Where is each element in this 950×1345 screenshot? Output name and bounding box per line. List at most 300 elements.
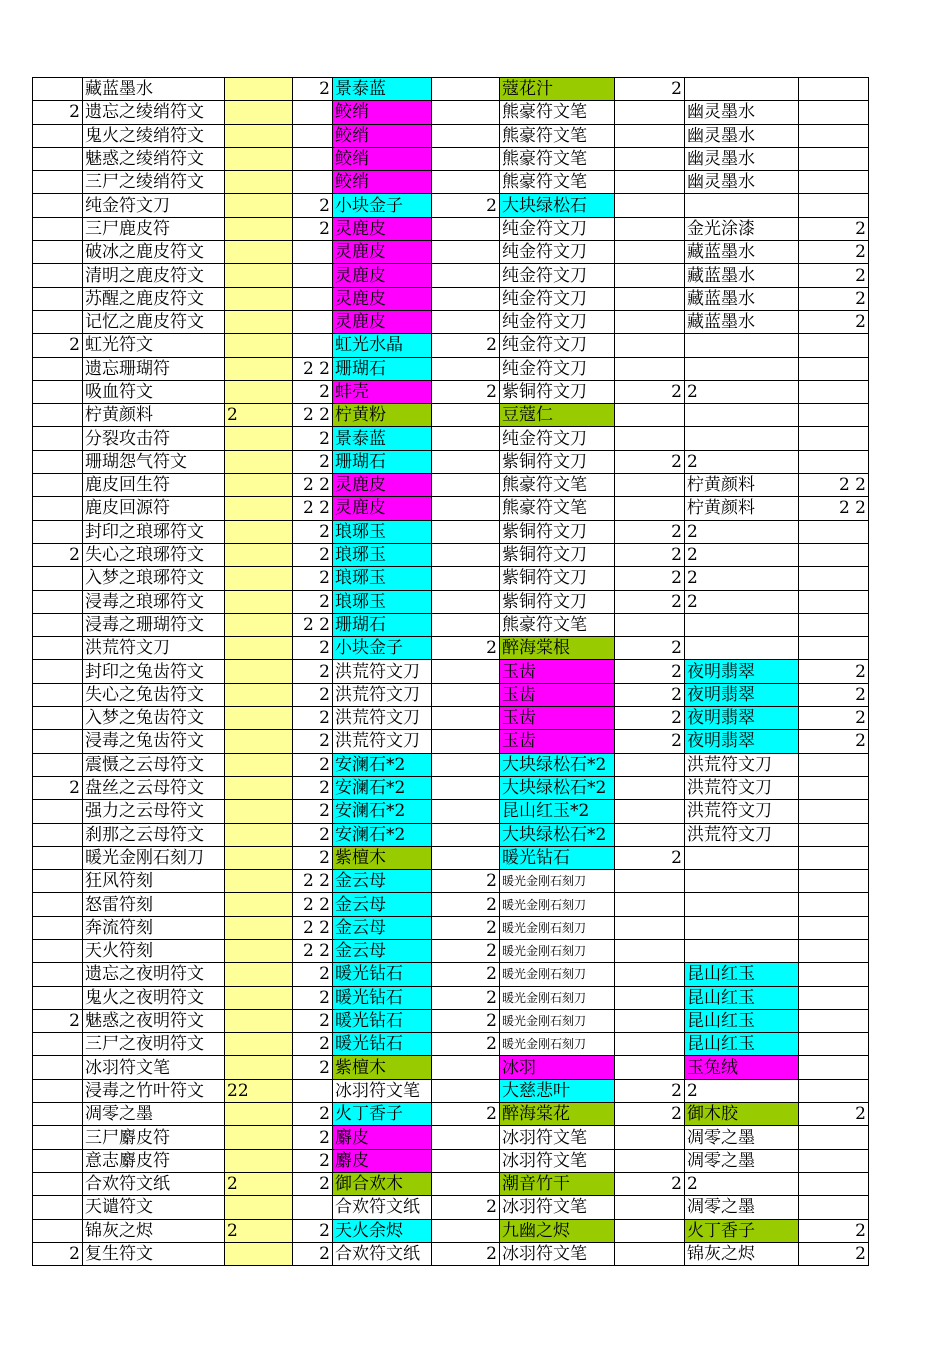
table-cell[interactable]: 2 (685, 590, 799, 613)
table-cell[interactable]: 昆山红玉 (685, 1033, 799, 1056)
table-cell[interactable]: 洪荒符文刀 (685, 753, 799, 776)
table-cell[interactable]: 大块绿松石 (500, 194, 615, 217)
table-cell[interactable] (432, 497, 500, 520)
table-cell[interactable] (293, 310, 333, 333)
table-cell[interactable]: 2 (225, 1172, 293, 1195)
table-cell[interactable] (685, 613, 799, 636)
table-cell[interactable]: 幽灵墨水 (685, 101, 799, 124)
table-cell[interactable] (432, 683, 500, 706)
table-cell[interactable] (799, 78, 869, 101)
table-cell[interactable]: 鬼火之夜明符文 (83, 986, 225, 1009)
table-cell[interactable] (799, 147, 869, 170)
table-cell[interactable]: 入梦之琅琊符文 (83, 567, 225, 590)
table-cell[interactable]: 景泰蓝 (333, 78, 432, 101)
table-cell[interactable]: 2 2 (293, 916, 333, 939)
table-cell[interactable]: 2 (615, 1172, 685, 1195)
table-cell[interactable]: 意志麝皮符 (83, 1149, 225, 1172)
table-cell[interactable] (33, 1033, 83, 1056)
table-cell[interactable]: 凋零之墨 (83, 1103, 225, 1126)
table-cell[interactable]: 洪荒符文刀 (333, 660, 432, 683)
table-cell[interactable]: 紫檀木 (333, 1056, 432, 1079)
table-cell[interactable]: 2 (615, 637, 685, 660)
table-cell[interactable] (615, 147, 685, 170)
table-cell[interactable]: 吸血符文 (83, 380, 225, 403)
table-cell[interactable]: 2 (293, 1126, 333, 1149)
table-cell[interactable] (225, 753, 293, 776)
table-cell[interactable]: 暖光金刚石刻刀 (500, 986, 615, 1009)
table-cell[interactable] (293, 334, 333, 357)
table-cell[interactable]: 九幽之烬 (500, 1219, 615, 1242)
table-cell[interactable] (225, 1033, 293, 1056)
table-cell[interactable]: 震慑之云母符文 (83, 753, 225, 776)
table-cell[interactable]: 2 (615, 590, 685, 613)
table-cell[interactable]: 熊豪符文笔 (500, 497, 615, 520)
table-cell[interactable]: 2 (293, 78, 333, 101)
table-cell[interactable]: 2 (615, 1079, 685, 1102)
table-cell[interactable]: 紫铜符文刀 (500, 380, 615, 403)
table-cell[interactable]: 2 (33, 1009, 83, 1032)
table-cell[interactable]: 鲛绡 (333, 101, 432, 124)
table-cell[interactable]: 幽灵墨水 (685, 124, 799, 147)
table-cell[interactable]: 2 (293, 707, 333, 730)
table-cell[interactable] (799, 916, 869, 939)
table-cell[interactable]: 2 (432, 1033, 500, 1056)
table-cell[interactable] (432, 1172, 500, 1195)
table-cell[interactable]: 2 2 (293, 497, 333, 520)
table-cell[interactable] (33, 450, 83, 473)
table-cell[interactable] (225, 1103, 293, 1126)
table-cell[interactable] (799, 753, 869, 776)
table-cell[interactable]: 纯金符文刀 (500, 427, 615, 450)
table-cell[interactable] (615, 357, 685, 380)
table-cell[interactable]: 纯金符文刀 (500, 264, 615, 287)
table-cell[interactable]: 洪荒符文刀 (333, 730, 432, 753)
table-cell[interactable]: 藏蓝墨水 (685, 287, 799, 310)
table-cell[interactable]: 纯金符文刀 (83, 194, 225, 217)
table-cell[interactable]: 三尸鹿皮符 (83, 217, 225, 240)
table-cell[interactable]: 珊瑚石 (333, 450, 432, 473)
table-cell[interactable]: 暖光金刚石刻刀 (500, 893, 615, 916)
table-cell[interactable]: 紫铜符文刀 (500, 450, 615, 473)
table-cell[interactable] (799, 939, 869, 962)
table-cell[interactable] (225, 78, 293, 101)
table-cell[interactable]: 2 (615, 1103, 685, 1126)
table-cell[interactable]: 鹿皮回源符 (83, 497, 225, 520)
table-cell[interactable]: 2 (685, 1172, 799, 1195)
table-cell[interactable] (225, 613, 293, 636)
table-cell[interactable] (33, 939, 83, 962)
table-cell[interactable]: 藏蓝墨水 (685, 241, 799, 264)
table-cell[interactable] (432, 1126, 500, 1149)
table-cell[interactable]: 2 (615, 520, 685, 543)
table-cell[interactable] (432, 287, 500, 310)
table-cell[interactable]: 夜明翡翠 (685, 707, 799, 730)
table-cell[interactable] (33, 893, 83, 916)
table-cell[interactable]: 玉齿 (500, 660, 615, 683)
table-cell[interactable] (33, 823, 83, 846)
table-cell[interactable]: 2 (799, 310, 869, 333)
table-cell[interactable] (225, 217, 293, 240)
table-cell[interactable] (685, 916, 799, 939)
table-cell[interactable]: 暖光金刚石刻刀 (500, 963, 615, 986)
table-cell[interactable]: 纯金符文刀 (500, 287, 615, 310)
table-cell[interactable] (799, 776, 869, 799)
table-cell[interactable]: 麝皮 (333, 1149, 432, 1172)
table-cell[interactable] (615, 753, 685, 776)
table-cell[interactable] (33, 474, 83, 497)
table-cell[interactable]: 景泰蓝 (333, 427, 432, 450)
table-cell[interactable]: 遗忘珊瑚符 (83, 357, 225, 380)
table-cell[interactable] (615, 124, 685, 147)
table-cell[interactable]: 紫檀木 (333, 846, 432, 869)
table-cell[interactable]: 清明之鹿皮符文 (83, 264, 225, 287)
table-cell[interactable]: 豆蔻仁 (500, 404, 615, 427)
table-cell[interactable] (799, 171, 869, 194)
table-cell[interactable]: 2 (293, 683, 333, 706)
table-cell[interactable]: 醉海棠花 (500, 1103, 615, 1126)
table-cell[interactable]: 2 (293, 730, 333, 753)
table-cell[interactable] (432, 1079, 500, 1102)
table-cell[interactable]: 2 (615, 683, 685, 706)
table-cell[interactable]: 2 (293, 1149, 333, 1172)
table-cell[interactable]: 藏蓝墨水 (83, 78, 225, 101)
table-cell[interactable] (432, 730, 500, 753)
table-cell[interactable]: 纯金符文刀 (500, 217, 615, 240)
table-cell[interactable] (799, 543, 869, 566)
table-cell[interactable] (225, 520, 293, 543)
table-cell[interactable]: 2 (432, 893, 500, 916)
table-cell[interactable]: 潮音竹干 (500, 1172, 615, 1195)
table-cell[interactable]: 入梦之兔齿符文 (83, 707, 225, 730)
table-cell[interactable]: 2 (615, 660, 685, 683)
table-cell[interactable]: 三尸麝皮符 (83, 1126, 225, 1149)
table-cell[interactable] (432, 753, 500, 776)
table-cell[interactable]: 熊豪符文笔 (500, 101, 615, 124)
table-cell[interactable] (799, 986, 869, 1009)
table-cell[interactable]: 暖光钻石 (333, 963, 432, 986)
table-cell[interactable] (432, 1149, 500, 1172)
table-cell[interactable] (432, 101, 500, 124)
table-cell[interactable] (615, 171, 685, 194)
table-cell[interactable] (432, 567, 500, 590)
table-cell[interactable] (225, 1009, 293, 1032)
table-cell[interactable]: 2 (685, 567, 799, 590)
table-cell[interactable]: 2 (685, 380, 799, 403)
table-cell[interactable]: 洪荒符文刀 (685, 776, 799, 799)
table-cell[interactable]: 天火余烬 (333, 1219, 432, 1242)
table-cell[interactable]: 藏蓝墨水 (685, 264, 799, 287)
table-cell[interactable]: 2 (293, 637, 333, 660)
table-cell[interactable]: 2 2 (293, 357, 333, 380)
table-cell[interactable] (432, 1219, 500, 1242)
table-cell[interactable] (685, 939, 799, 962)
table-cell[interactable]: 狂风符刻 (83, 870, 225, 893)
table-cell[interactable]: 2 2 (799, 474, 869, 497)
table-cell[interactable]: 2 (799, 217, 869, 240)
table-cell[interactable] (33, 380, 83, 403)
table-cell[interactable] (799, 1033, 869, 1056)
table-cell[interactable] (225, 893, 293, 916)
table-cell[interactable]: 2 (615, 707, 685, 730)
table-cell[interactable] (799, 520, 869, 543)
table-cell[interactable] (799, 334, 869, 357)
table-cell[interactable] (225, 171, 293, 194)
table-cell[interactable] (432, 800, 500, 823)
table-cell[interactable]: 熊豪符文笔 (500, 147, 615, 170)
table-cell[interactable]: 2 2 (293, 870, 333, 893)
table-cell[interactable] (685, 404, 799, 427)
table-cell[interactable] (33, 1196, 83, 1219)
table-cell[interactable] (225, 730, 293, 753)
table-cell[interactable] (33, 124, 83, 147)
table-cell[interactable] (615, 893, 685, 916)
table-cell[interactable] (33, 753, 83, 776)
table-cell[interactable]: 柠黄颜料 (685, 497, 799, 520)
table-cell[interactable] (225, 101, 293, 124)
table-cell[interactable] (293, 1196, 333, 1219)
table-cell[interactable] (799, 893, 869, 916)
table-cell[interactable] (33, 800, 83, 823)
table-cell[interactable] (615, 776, 685, 799)
table-cell[interactable] (615, 1242, 685, 1265)
table-cell[interactable]: 熊豪符文笔 (500, 474, 615, 497)
table-cell[interactable] (33, 404, 83, 427)
table-cell[interactable] (685, 357, 799, 380)
table-cell[interactable]: 2 (432, 194, 500, 217)
table-cell[interactable] (432, 613, 500, 636)
table-cell[interactable]: 2 (615, 567, 685, 590)
table-cell[interactable]: 玉齿 (500, 683, 615, 706)
table-cell[interactable] (225, 823, 293, 846)
table-cell[interactable] (799, 1126, 869, 1149)
table-cell[interactable] (432, 846, 500, 869)
table-cell[interactable]: 2 (615, 846, 685, 869)
table-cell[interactable] (799, 963, 869, 986)
table-cell[interactable]: 纯金符文刀 (500, 310, 615, 333)
table-cell[interactable] (33, 916, 83, 939)
table-cell[interactable] (615, 310, 685, 333)
table-cell[interactable]: 灵鹿皮 (333, 474, 432, 497)
table-cell[interactable] (225, 800, 293, 823)
table-cell[interactable]: 2 (685, 520, 799, 543)
table-cell[interactable]: 2 (293, 590, 333, 613)
table-cell[interactable]: 金云母 (333, 870, 432, 893)
table-cell[interactable]: 珊瑚怨气符文 (83, 450, 225, 473)
table-cell[interactable]: 冰羽 (500, 1056, 615, 1079)
table-cell[interactable] (33, 1172, 83, 1195)
table-cell[interactable]: 鹿皮回生符 (83, 474, 225, 497)
table-cell[interactable] (225, 357, 293, 380)
table-cell[interactable]: 御合欢木 (333, 1172, 432, 1195)
table-cell[interactable]: 灵鹿皮 (333, 264, 432, 287)
table-cell[interactable] (293, 147, 333, 170)
table-cell[interactable]: 2 (432, 963, 500, 986)
table-cell[interactable] (225, 264, 293, 287)
table-cell[interactable]: 珊瑚石 (333, 357, 432, 380)
table-cell[interactable]: 虹光符文 (83, 334, 225, 357)
table-cell[interactable]: 2 (293, 800, 333, 823)
table-cell[interactable]: 2 2 (293, 404, 333, 427)
table-cell[interactable] (225, 916, 293, 939)
table-cell[interactable] (615, 404, 685, 427)
table-cell[interactable]: 2 (432, 916, 500, 939)
table-cell[interactable] (225, 1126, 293, 1149)
table-cell[interactable] (799, 380, 869, 403)
table-cell[interactable]: 2 (33, 101, 83, 124)
table-cell[interactable]: 昆山红玉*2 (500, 800, 615, 823)
table-cell[interactable]: 暖光钻石 (333, 1009, 432, 1032)
table-cell[interactable]: 暖光金刚石刻刀 (500, 916, 615, 939)
table-cell[interactable] (432, 241, 500, 264)
table-cell[interactable] (293, 1079, 333, 1102)
table-cell[interactable] (615, 241, 685, 264)
table-cell[interactable] (225, 241, 293, 264)
table-cell[interactable]: 琅琊玉 (333, 567, 432, 590)
table-cell[interactable]: 2 (799, 707, 869, 730)
table-cell[interactable] (225, 310, 293, 333)
table-cell[interactable]: 魅惑之绫绡符文 (83, 147, 225, 170)
table-cell[interactable] (33, 520, 83, 543)
table-cell[interactable] (432, 520, 500, 543)
table-cell[interactable] (33, 870, 83, 893)
table-cell[interactable] (33, 590, 83, 613)
table-cell[interactable]: 2 (685, 543, 799, 566)
table-cell[interactable] (615, 870, 685, 893)
table-cell[interactable] (615, 474, 685, 497)
table-cell[interactable] (799, 101, 869, 124)
table-cell[interactable] (432, 147, 500, 170)
table-cell[interactable]: 锦灰之烬 (83, 1219, 225, 1242)
table-cell[interactable]: 奔流符刻 (83, 916, 225, 939)
table-cell[interactable]: 2 (432, 380, 500, 403)
table-cell[interactable] (225, 194, 293, 217)
table-cell[interactable] (293, 287, 333, 310)
table-cell[interactable] (432, 264, 500, 287)
table-cell[interactable] (432, 427, 500, 450)
table-cell[interactable] (432, 217, 500, 240)
table-cell[interactable]: 破冰之鹿皮符文 (83, 241, 225, 264)
table-cell[interactable] (615, 194, 685, 217)
table-cell[interactable]: 小块金子 (333, 637, 432, 660)
table-cell[interactable]: 2 (432, 1009, 500, 1032)
table-cell[interactable]: 凋零之墨 (685, 1149, 799, 1172)
table-cell[interactable]: 2 (799, 241, 869, 264)
table-cell[interactable] (615, 264, 685, 287)
table-cell[interactable]: 大慈悲叶 (500, 1079, 615, 1102)
table-cell[interactable]: 浸毒之竹叶符文 (83, 1079, 225, 1102)
table-cell[interactable] (799, 567, 869, 590)
table-cell[interactable]: 洪荒符文刀 (685, 823, 799, 846)
table-cell[interactable]: 鲛绡 (333, 124, 432, 147)
table-cell[interactable]: 冰羽符文笔 (83, 1056, 225, 1079)
table-cell[interactable]: 金云母 (333, 893, 432, 916)
table-cell[interactable] (615, 613, 685, 636)
table-cell[interactable] (799, 823, 869, 846)
table-cell[interactable]: 紫铜符文刀 (500, 590, 615, 613)
table-cell[interactable]: 安澜石*2 (333, 823, 432, 846)
table-cell[interactable]: 2 (685, 1079, 799, 1102)
table-cell[interactable] (685, 194, 799, 217)
table-cell[interactable]: 锦灰之烬 (685, 1242, 799, 1265)
table-cell[interactable]: 2 (432, 1196, 500, 1219)
table-cell[interactable]: 藏蓝墨水 (685, 310, 799, 333)
table-cell[interactable]: 灵鹿皮 (333, 241, 432, 264)
table-cell[interactable] (33, 986, 83, 1009)
table-cell[interactable]: 蔻花汁 (500, 78, 615, 101)
table-cell[interactable] (432, 310, 500, 333)
table-cell[interactable] (225, 776, 293, 799)
table-cell[interactable]: 冰羽符文笔 (333, 1079, 432, 1102)
table-cell[interactable]: 2 (293, 753, 333, 776)
table-cell[interactable]: 冰羽符文笔 (500, 1149, 615, 1172)
table-cell[interactable]: 2 2 (799, 497, 869, 520)
table-cell[interactable] (225, 450, 293, 473)
table-cell[interactable]: 2 (432, 939, 500, 962)
table-cell[interactable]: 夜明翡翠 (685, 683, 799, 706)
table-cell[interactable]: 2 (293, 194, 333, 217)
table-cell[interactable]: 昆山红玉 (685, 986, 799, 1009)
table-cell[interactable]: 2 (293, 1103, 333, 1126)
table-cell[interactable] (225, 707, 293, 730)
table-cell[interactable] (293, 124, 333, 147)
table-cell[interactable]: 2 (293, 1009, 333, 1032)
table-cell[interactable] (225, 939, 293, 962)
table-cell[interactable]: 天谴符文 (83, 1196, 225, 1219)
table-cell[interactable] (33, 963, 83, 986)
table-cell[interactable]: 熊豪符文笔 (500, 124, 615, 147)
table-cell[interactable] (225, 660, 293, 683)
table-cell[interactable]: 夜明翡翠 (685, 730, 799, 753)
table-cell[interactable]: 琅琊玉 (333, 590, 432, 613)
table-cell[interactable] (685, 78, 799, 101)
table-cell[interactable]: 鬼火之绫绡符文 (83, 124, 225, 147)
table-cell[interactable] (432, 707, 500, 730)
table-cell[interactable] (225, 1149, 293, 1172)
table-cell[interactable] (615, 916, 685, 939)
table-cell[interactable]: 2 (293, 217, 333, 240)
table-cell[interactable] (33, 287, 83, 310)
table-cell[interactable] (685, 637, 799, 660)
table-cell[interactable]: 三尸之夜明符文 (83, 1033, 225, 1056)
table-cell[interactable]: 2 2 (293, 893, 333, 916)
table-cell[interactable]: 复生符文 (83, 1242, 225, 1265)
table-cell[interactable]: 洪荒符文刀 (333, 707, 432, 730)
table-cell[interactable]: 2 (225, 404, 293, 427)
table-cell[interactable] (615, 800, 685, 823)
table-cell[interactable] (799, 357, 869, 380)
table-cell[interactable]: 2 (293, 823, 333, 846)
table-cell[interactable] (33, 846, 83, 869)
table-cell[interactable] (799, 404, 869, 427)
table-cell[interactable] (432, 357, 500, 380)
table-cell[interactable] (225, 543, 293, 566)
table-cell[interactable]: 2 (33, 334, 83, 357)
table-cell[interactable] (432, 450, 500, 473)
table-cell[interactable]: 灵鹿皮 (333, 310, 432, 333)
table-cell[interactable]: 2 (293, 1056, 333, 1079)
table-cell[interactable] (293, 264, 333, 287)
table-cell[interactable]: 冰羽符文笔 (500, 1242, 615, 1265)
table-cell[interactable] (615, 1009, 685, 1032)
table-cell[interactable]: 暖光钻石 (500, 846, 615, 869)
table-cell[interactable]: 2 (799, 683, 869, 706)
table-cell[interactable]: 玉齿 (500, 730, 615, 753)
table-cell[interactable]: 暖光钻石 (333, 986, 432, 1009)
table-cell[interactable] (225, 590, 293, 613)
table-cell[interactable]: 柠黄颜料 (685, 474, 799, 497)
table-cell[interactable]: 2 (615, 380, 685, 403)
table-cell[interactable]: 虹光水晶 (333, 334, 432, 357)
